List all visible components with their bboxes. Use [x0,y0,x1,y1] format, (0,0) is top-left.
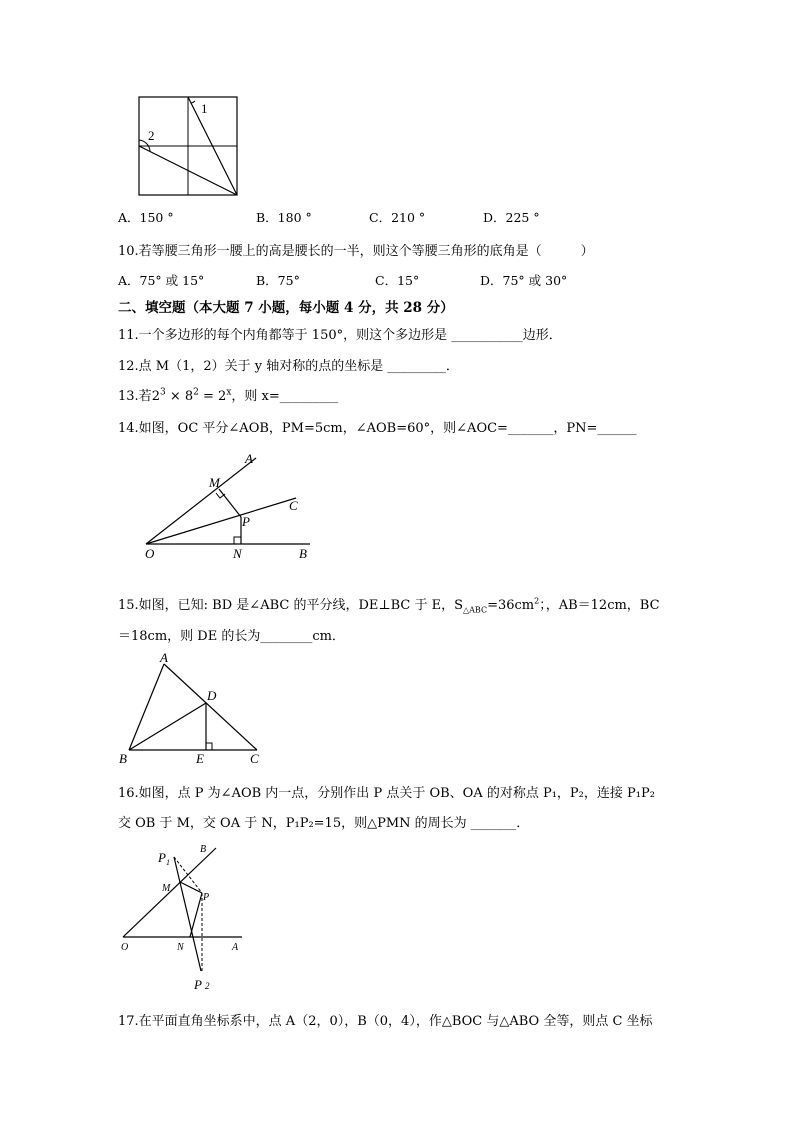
q12-text: 12.点 M（1，2）关于 y 轴对称的点的坐标是 _________． [118,359,459,374]
q10-stem: 10.若等腰三角形一腰上的高是腰长的一半，则这个等腰三角形的底角是（ ） [118,244,594,259]
q14-label-o: O [145,546,155,561]
q14-label-a: A [245,451,253,466]
q13-text [118,385,338,404]
q9-label-1: 1 [201,101,208,116]
q16-figure [116,840,251,995]
q9-option-c: C．210 ° [369,210,426,225]
q16-label-m: M [162,883,171,894]
q15-figure [116,650,276,768]
q15-line-1a: 15.如图，已知: BD 是∠ABC 的平分线，DE⊥BC 于 E，S [118,598,463,613]
q9-option-a: A．150 ° [118,210,174,225]
q13-suffix: ，则 x=_________ [231,389,339,404]
q15-label-a: A [160,650,168,665]
q11-text: 11.一个多边形的每个内角都等于 150°，则这个多边形是 ___________边形． [118,328,562,343]
q16-label-p1-sub: 1 [165,858,170,867]
q9-label-2: 2 [148,128,155,143]
q13-exp-2: 2 [193,387,199,398]
q16-label-p2-sub: 2 [204,981,210,991]
q14-label-c: C [289,498,298,513]
q15-line-1c: ；，AB＝12cm，BC [539,598,660,613]
q16-label-b: B [200,844,207,855]
q15-label-b: B [119,751,127,766]
q15-line-1-sup: 2 [534,596,540,606]
q13-prefix: 13.若 [118,389,152,404]
section-2-title: 二、填空题（本大题 7 小题，每小题 4 分，共 28 分） [118,300,454,316]
q9-option-d: D．225 ° [483,210,540,225]
q9-option-b: B．180 ° [256,210,312,225]
q17-text: 17.在平面直角坐标系中，点 A（2，0），B（0，4），作△BOC 与△ABO 全等，则点 C 坐标 [118,1014,653,1029]
q15-line-1b: =36cm [487,598,535,613]
q13-mid: × 8 [165,389,194,404]
q16-line-2: 交 OB 于 M，交 OA 于 N，P₁P₂=15，则△PMN 的周长为 _______． [118,816,530,831]
q13-eq: = 2 [198,389,227,404]
q16-label-a: A [232,942,239,953]
q14-label-b: B [299,546,307,561]
q14-figure [138,446,328,564]
q10-option-a: A．75° 或 15° [118,273,205,288]
q14-label-n: N [233,546,242,561]
q15-label-c: C [250,751,259,766]
q14-text: 14.如图，OC 平分∠AOB，PM=5cm，∠AOB=60°，则∠AOC=_______，PN=______ [118,421,637,436]
q13-exp-3: x [226,387,232,398]
q16-label-p1-main: P [158,850,166,865]
q16-label-p1 [157,850,170,867]
q15-label-d: D [207,688,217,703]
q16-label-p: P [203,892,210,903]
q16-label-o: O [121,942,129,953]
q16-label-p2-main: P [194,977,202,992]
q15-label-e: E [196,751,204,766]
q14-label-p: P [242,514,250,529]
q15-line-1 [118,594,660,615]
q10-option-b: B．75° [256,273,300,288]
q9-figure [134,92,242,200]
q16-label-p2 [193,977,210,992]
q10-option-d: D．75° 或 30° [480,273,568,288]
q13-exp-1: 3 [159,387,166,398]
q13-base: 2 [151,389,160,404]
q15-line-1-sub: △ABC [463,605,488,615]
q15-line-2: ＝18cm，则 DE 的长为________cm． [118,629,345,644]
q16-line-1: 16.如图，点 P 为∠AOB 内一点，分别作出 P 点关于 OB、OA 的对称点 P₁，P₂，连接 P₁P₂ [118,786,655,801]
q14-label-m: M [209,475,220,490]
q16-label-n: N [177,942,184,953]
q10-option-c: C．15° [375,273,420,288]
